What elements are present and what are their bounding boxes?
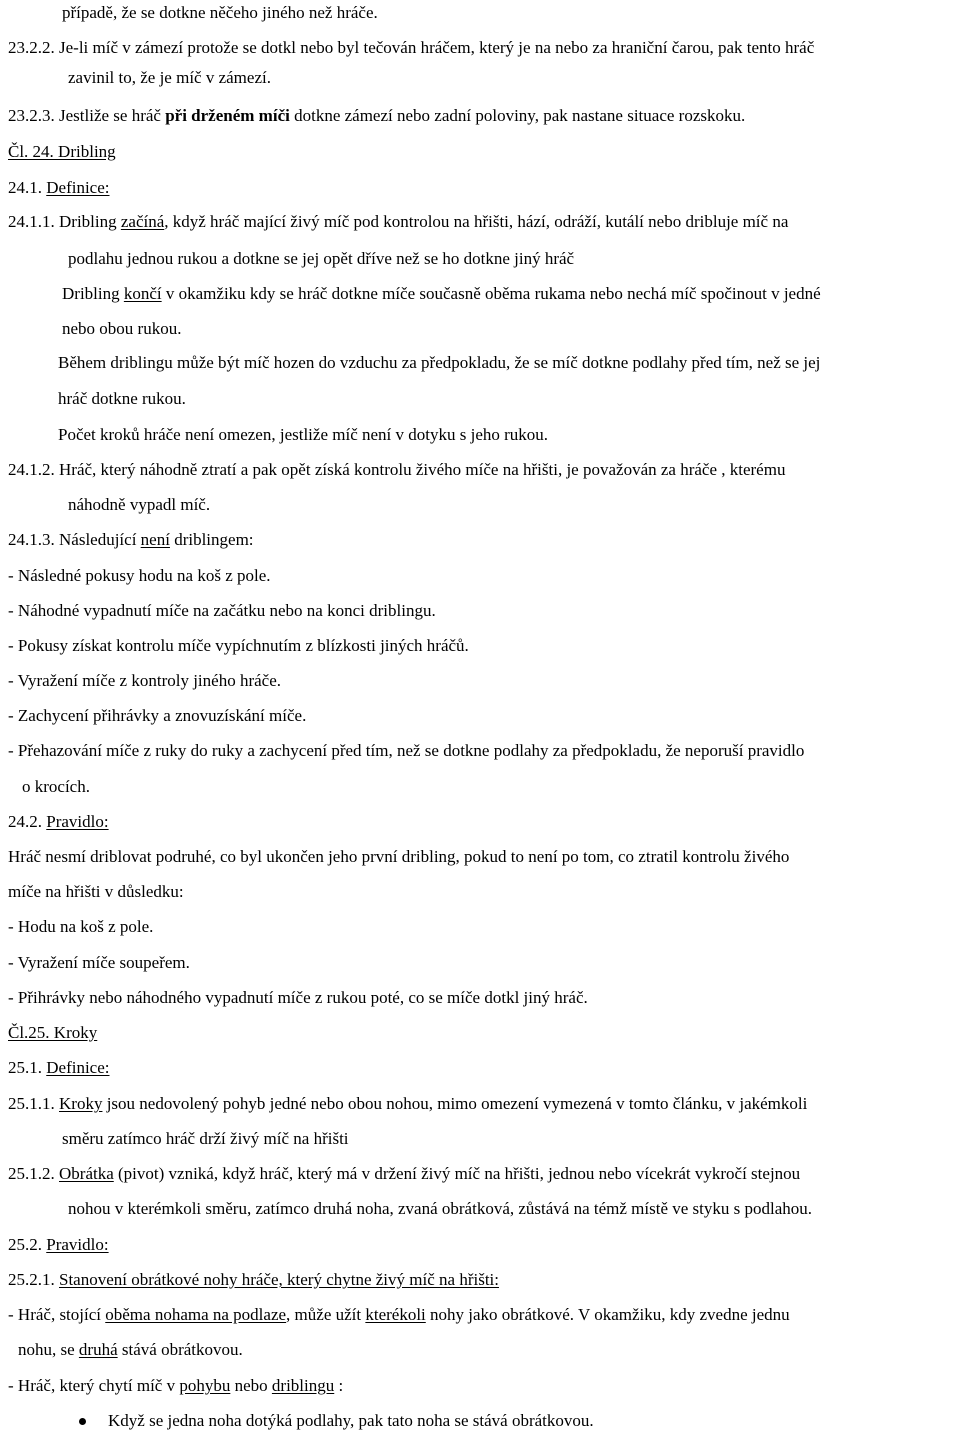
text-segment: Během driblingu může být míč hozen do vzduchu za předpokladu, že se míč dotkne podlahy před tím, než se jej <box>58 353 821 372</box>
text-segment: , může užít <box>286 1305 366 1324</box>
bullet-item <box>108 1411 594 1431</box>
text-segment: případě, že se dotkne něčeho jiného než hráče. <box>62 3 378 22</box>
text-segment: nebo obou rukou. <box>62 319 182 338</box>
text-segment: Dribling <box>62 284 124 303</box>
text-line <box>8 882 184 902</box>
text-line <box>68 249 574 269</box>
underlined-text: Kroky <box>59 1094 103 1113</box>
text-segment: driblingem: <box>169 530 254 549</box>
text-line <box>22 777 90 797</box>
underlined-text: driblingu <box>271 1376 335 1395</box>
text-segment: stává obrátkovou. <box>117 1340 243 1359</box>
text-line <box>62 319 181 339</box>
underlined-text: začíná <box>120 212 165 231</box>
underlined-text: končí <box>123 284 162 303</box>
text-line <box>58 389 186 409</box>
list-item <box>8 601 436 621</box>
text-line <box>62 1129 349 1149</box>
underlined-text: kterékoli <box>365 1305 426 1324</box>
text-segment: Když se jedna noha dotýká podlahy, pak tato noha se stává obrátkovou. <box>108 1411 594 1430</box>
underlined-text: Čl.25. Kroky <box>8 1023 98 1042</box>
section-heading <box>8 142 116 162</box>
list-item <box>8 1376 343 1396</box>
text-segment: - Hodu na koš z pole. <box>8 917 154 936</box>
text-line <box>8 38 814 58</box>
text-line <box>62 284 821 304</box>
text-segment: nebo <box>230 1376 272 1395</box>
list-item <box>8 741 804 761</box>
text-line <box>68 1199 812 1219</box>
underlined-text: pohybu <box>179 1376 231 1395</box>
bullet-icon <box>79 1418 86 1425</box>
text-segment: zavinil to, že je míč v zámezí. <box>68 68 271 87</box>
text-line <box>18 1340 243 1360</box>
text-segment: Počet kroků hráče není omezen, jestliže míč není v dotyku s jeho rukou. <box>58 425 549 444</box>
underlined-text: není <box>140 530 170 549</box>
list-item <box>8 706 306 726</box>
text-segment: 24.1. <box>8 178 47 197</box>
text-segment: o krocích. <box>22 777 90 796</box>
underlined-text: druhá <box>78 1340 118 1359</box>
text-line <box>8 530 254 550</box>
text-segment: míče na hřišti v důsledku: <box>8 882 184 901</box>
list-item <box>8 636 469 656</box>
text-line <box>62 3 378 23</box>
text-segment: - Přihrávky nebo náhodného vypadnutí míče z rukou poté, co se míče dotkl jiný hráč. <box>8 988 588 1007</box>
text-line <box>8 847 789 867</box>
text-segment: 25.2. <box>8 1235 47 1254</box>
text-segment: - Vyražení míče z kontroly jiného hráče. <box>8 671 281 690</box>
text-segment: - Pokusy získat kontrolu míče vypíchnutím z blízkosti jiných hráčů. <box>8 636 469 655</box>
text-segment: nohu, se <box>18 1340 79 1359</box>
list-item <box>8 988 588 1008</box>
subsection-heading <box>8 1058 110 1078</box>
text-segment: - Vyražení míče soupeřem. <box>8 953 190 972</box>
underlined-text: Stanovení obrátkové nohy hráče, který chytne živý míč na hřišti: <box>59 1270 499 1289</box>
text-segment: Hráč nesmí driblovat podruhé, co byl ukončen jeho první dribling, pokud to není po tom, co ztratil kontrolu živého <box>8 847 790 866</box>
text-segment: 23.2.3. Jestliže se hráč <box>8 106 166 125</box>
text-segment: (pivot) vzniká, když hráč, který má v držení živý míč na hřišti, jednou nebo vícekrát vykročí stejnou <box>113 1164 801 1183</box>
text-segment: 23.2.2. Je-li míč v zámezí protože se dotkl nebo byl tečován hráčem, který je na nebo za hraniční čarou, pak tento hráč <box>8 38 815 57</box>
underlined-text: oběma nohama na podlaze <box>105 1305 287 1324</box>
text-segment: - Přehazování míče z ruky do ruky a zachycení před tím, než se dotkne podlahy za předpokladu, že neporuší pravidlo <box>8 741 805 760</box>
text-segment: : <box>334 1376 344 1395</box>
text-line <box>8 1164 800 1184</box>
underlined-text: Čl. 24. Dribling <box>8 142 116 161</box>
list-item <box>8 1305 790 1325</box>
text-segment: nohy jako obrátkové. V okamžiku, kdy zvedne jednu <box>425 1305 790 1324</box>
text-segment: 24.1.1. Dribling <box>8 212 121 231</box>
text-segment: - Hráč, stojící <box>8 1305 106 1324</box>
underlined-text: Pravidlo: <box>46 812 109 831</box>
list-item <box>8 953 190 973</box>
list-item <box>8 671 281 691</box>
list-item <box>8 566 271 586</box>
text-segment: , když hráč mající živý míč pod kontrolou na hřišti, hází, odráží, kutálí nebo dribluje míč na <box>164 212 789 231</box>
text-line <box>8 1094 807 1114</box>
section-heading <box>8 1023 97 1043</box>
text-segment: jsou nedovolený pohyb jedné nebo obou nohou, mimo omezení vymezená v tomto článku, v jakémkoli <box>102 1094 808 1113</box>
text-segment: - Následné pokusy hodu na koš z pole. <box>8 566 271 585</box>
text-line <box>8 460 785 480</box>
text-segment: nohou v kterémkoli směru, zatímco druhá noha, zvaná obrátková, zůstává na témž místě ve styku s podlahou. <box>68 1199 813 1218</box>
subsection-heading <box>8 178 110 198</box>
underlined-text: Pravidlo: <box>46 1235 109 1254</box>
text-segment: 25.1.1. <box>8 1094 59 1113</box>
text-line <box>68 495 210 515</box>
text-line <box>8 1270 499 1290</box>
text-segment: 24.2. <box>8 812 47 831</box>
text-segment: směru zatímco hráč drží živý míč na hřišti <box>62 1129 349 1148</box>
list-item <box>8 917 153 937</box>
text-segment: v okamžiku kdy se hráč dotkne míče současně oběma rukama nebo nechá míč spočinout v jedné <box>161 284 821 303</box>
text-segment: 24.1.2. Hráč, který náhodně ztratí a pak opět získá kontrolu živého míče na hřišti, je považován za hráče , kterému <box>8 460 786 479</box>
bold-text: při drženém míči <box>165 106 290 125</box>
text-segment: dotkne zámezí nebo zadní poloviny, pak nastane situace rozskoku. <box>289 106 746 125</box>
text-segment: - Hráč, který chytí míč v <box>8 1376 180 1395</box>
text-line <box>68 68 271 88</box>
text-segment: 24.1.3. Následující <box>8 530 141 549</box>
text-line <box>8 106 745 126</box>
text-segment: 25.1.2. <box>8 1164 59 1183</box>
text-line <box>58 425 548 445</box>
underlined-text: Definice: <box>46 1058 110 1077</box>
subsection-heading <box>8 1235 109 1255</box>
underlined-text: Obrátka <box>59 1164 114 1183</box>
text-segment: - Náhodné vypadnutí míče na začátku nebo na konci driblingu. <box>8 601 436 620</box>
text-segment: náhodně vypadl míč. <box>68 495 211 514</box>
text-segment: - Zachycení přihrávky a znovuzískání míče. <box>8 706 307 725</box>
underlined-text: Definice: <box>46 178 110 197</box>
text-segment: 25.2.1. <box>8 1270 59 1289</box>
text-segment: hráč dotkne rukou. <box>58 389 186 408</box>
text-segment: podlahu jednou rukou a dotkne se jej opět dříve než se ho dotkne jiný hráč <box>68 249 575 268</box>
text-segment: 25.1. <box>8 1058 47 1077</box>
subsection-heading <box>8 812 109 832</box>
text-line <box>58 353 820 373</box>
text-line <box>8 212 788 232</box>
